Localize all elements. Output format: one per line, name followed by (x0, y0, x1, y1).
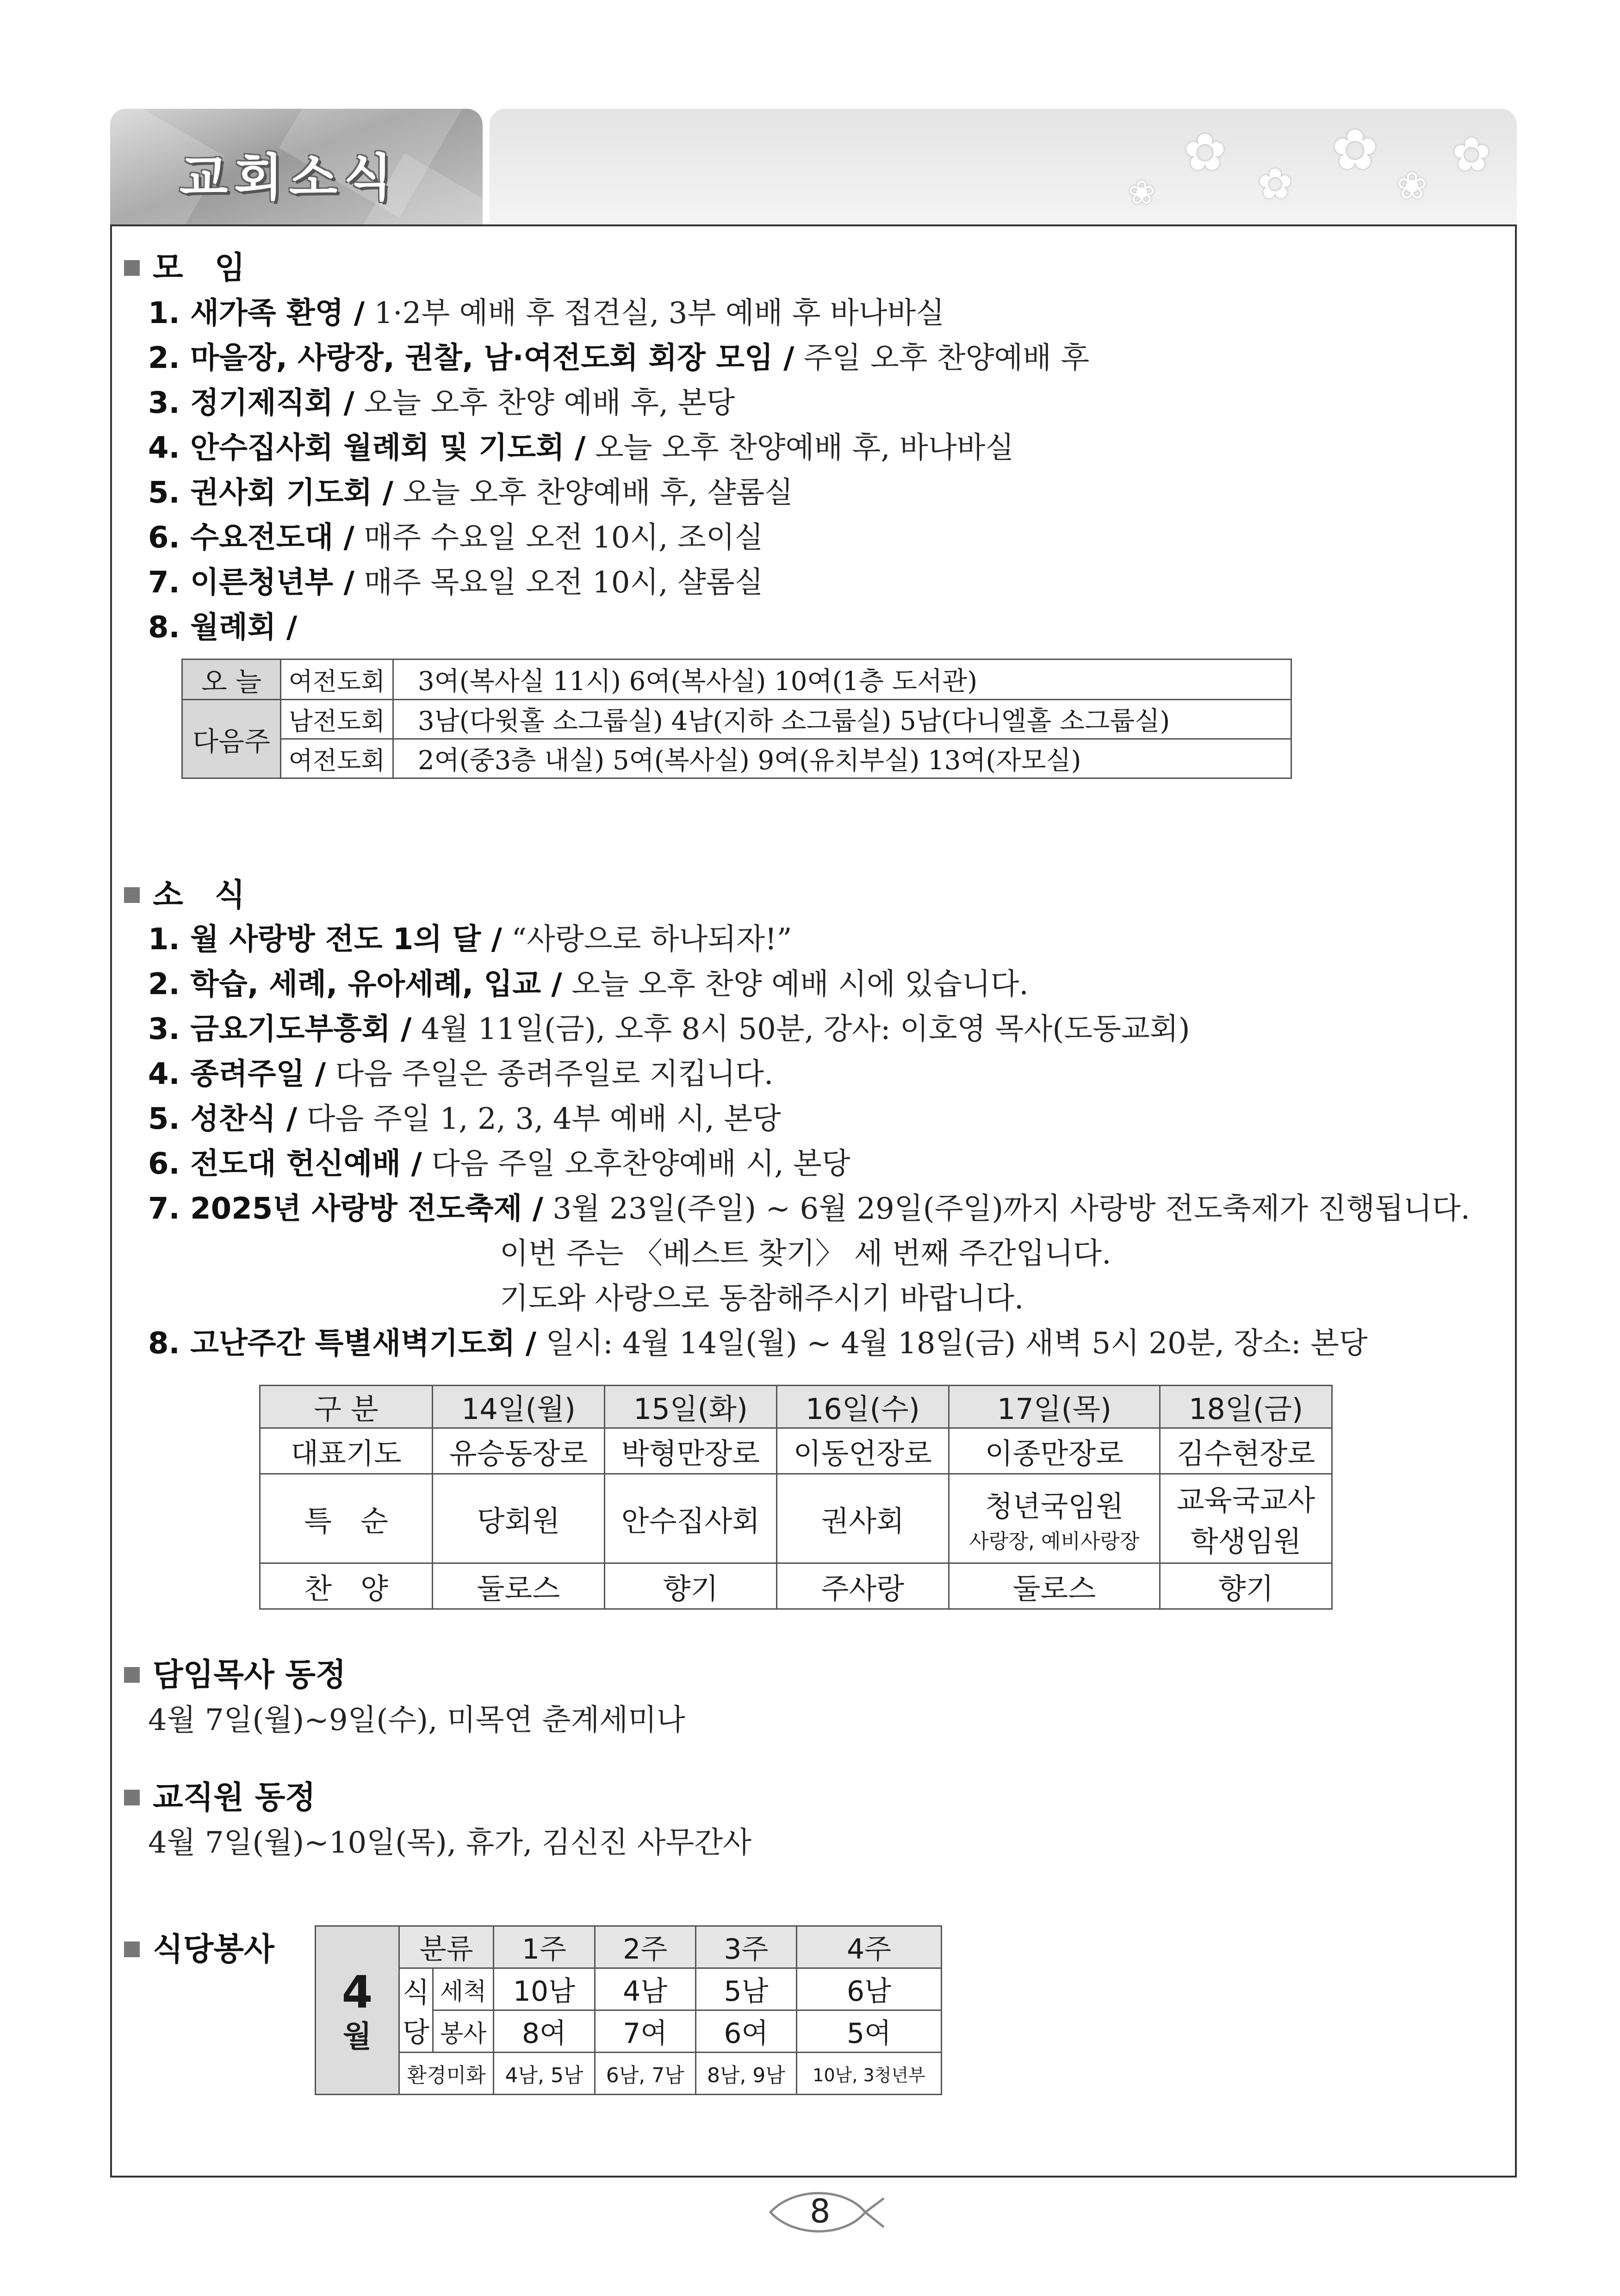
news-item-1: 1. 월 사랑방 전도 1의 달 / “사랑으로 하나되자!” (148, 922, 792, 957)
section-title: 교회소식 (180, 149, 399, 207)
meeting-item-2: 2. 마을장, 사랑장, 권찰, 남·여전도회 회장 모임 / 주일 오후 찬양예배 후 (148, 341, 1090, 375)
group-cell: 남전도회 (281, 700, 393, 739)
bullet-square-icon (124, 1790, 140, 1805)
cell-main: 청년국임원 (985, 1489, 1124, 1523)
header-cell: 16일(수) (776, 1386, 949, 1428)
bullet-square-icon (124, 260, 140, 276)
news-item-5: 5. 성찬식 / 다음 주일 1, 2, 3, 4부 예배 시, 본당 (148, 1102, 781, 1136)
news-item-3: 3. 금요기도부흥회 / 4월 11일(금), 오후 8시 50분, 강사: 이호영 목사(도동교회) (148, 1012, 1190, 1046)
value-cell: 3여(복사실 11시) 6여(복사실) 10여(1층 도서관) (393, 660, 1291, 700)
cafeteria-service-table (315, 1925, 942, 2095)
row-label: 찬 양 (260, 1563, 433, 1609)
month-unit: 월 (343, 2019, 372, 2054)
header-cell: 1주 (494, 1926, 595, 1968)
table-cell (949, 1474, 1160, 1563)
table-cell: 8남, 9남 (695, 2053, 796, 2095)
cafeteria-heading: 식당봉사 (124, 1924, 274, 1969)
staff-heading: 교직원 동정 (124, 1773, 316, 1817)
table-row (260, 1474, 1332, 1563)
row-label: 대표기도 (260, 1428, 433, 1474)
bullet-square-icon (124, 1941, 140, 1957)
month-cell (316, 1926, 399, 2095)
bullet-square-icon (124, 1667, 140, 1683)
table-cell: 8여 (494, 2010, 595, 2053)
blossom-icon: ❀ (1397, 164, 1428, 207)
decorative-banner (490, 109, 1517, 224)
table-row (260, 1428, 1332, 1474)
table-row (316, 2053, 942, 2095)
section-banner (110, 109, 483, 224)
blossom-icon: ✿ (1258, 160, 1293, 208)
news-item-8: 8. 고난주간 특별새벽기도회 / 일시: 4월 14일(월) ~ 4월 18일(금) 새벽 5시 20분, 장소: 본당 (148, 1326, 1368, 1361)
table-cell: 향기 (1160, 1563, 1332, 1609)
news-item-6: 6. 전도대 헌신예배 / 다음 주일 오후찬양예배 시, 본당 (148, 1147, 850, 1181)
table-cell: 4남 (595, 1968, 695, 2010)
news-item-7-line-2: 이번 주는 〈베스트 찾기〉 세 번째 주간입니다. (500, 1237, 1111, 1271)
table-cell: 주사랑 (776, 1563, 949, 1609)
table-row (182, 700, 1291, 739)
meeting-item-6: 6. 수요전도대 / 매주 수요일 오전 10시, 조이실 (148, 521, 763, 555)
month-number: 4 (341, 1966, 373, 2018)
table-row (182, 660, 1291, 700)
dining-label (399, 1968, 433, 2053)
meetings-heading: 모 임 (124, 243, 245, 288)
table-cell: 박형만장로 (604, 1428, 776, 1474)
monthly-meeting-table (181, 659, 1292, 779)
header-cell: 4주 (797, 1926, 942, 1968)
blossom-icon: ✿ (1452, 127, 1491, 181)
value-cell: 3남(다윗홀 소그룹실) 4남(지하 소그룹실) 5남(다니엘홀 소그룹실) (393, 700, 1291, 739)
dining-char-1: 식 (403, 1976, 429, 2009)
table-cell: 당회원 (433, 1474, 605, 1563)
table-cell: 유승동장로 (433, 1428, 605, 1474)
news-item-2: 2. 학습, 세례, 유아세례, 입교 / 오늘 오후 찬양 예배 시에 있습니다. (148, 967, 1029, 1002)
news-item-4: 4. 종려주일 / 다음 주일은 종려주일로 지킵니다. (148, 1057, 774, 1091)
table-cell: 6여 (695, 2010, 796, 2053)
table-cell: 이종만장로 (949, 1428, 1160, 1474)
table-cell: 둘로스 (433, 1563, 605, 1609)
meeting-item-8: 8. 월례회 / (148, 610, 298, 645)
next-week-label: 다음주 (182, 700, 281, 778)
table-cell: 김수현장로 (1160, 1428, 1332, 1474)
group-cell: 여전도회 (281, 739, 393, 778)
table-row (316, 1926, 942, 1968)
meeting-item-3: 3. 정기제직회 / 오늘 오후 찬양 예배 후, 본당 (148, 386, 735, 420)
table-cell: 10남, 3청년부 (797, 2053, 942, 2095)
pastor-text: 4월 7일(월)~9일(수), 미목연 춘계세미나 (148, 1703, 685, 1737)
header-cell: 구 분 (260, 1386, 433, 1428)
table-cell (1160, 1474, 1332, 1563)
cell-line-2: 학생임원 (1190, 1524, 1302, 1558)
cell-sub: 사랑장, 예비사랑장 (969, 1529, 1140, 1553)
table-cell: 4남, 5남 (494, 2053, 595, 2095)
news-item-7-line-3: 기도와 사랑으로 동참해주시기 바랍니다. (500, 1282, 1024, 1316)
table-cell: 5남 (695, 1968, 796, 2010)
row-label: 환경미화 (399, 2053, 494, 2095)
table-cell: 둘로스 (949, 1563, 1160, 1609)
blossom-icon: ❀ (1128, 174, 1155, 212)
row-label: 봉사 (433, 2010, 494, 2053)
meeting-item-7: 7. 이른청년부 / 매주 목요일 오전 10시, 샬롬실 (148, 566, 763, 600)
table-cell: 권사회 (776, 1474, 949, 1563)
meeting-item-4: 4. 안수집사회 월례회 및 기도회 / 오늘 오후 찬양예배 후, 바나바실 (148, 431, 1014, 465)
header-cell: 17일(목) (949, 1386, 1160, 1428)
table-row (260, 1563, 1332, 1609)
table-cell: 이동언장로 (776, 1428, 949, 1474)
value-cell: 2여(중3층 내실) 5여(복사실) 9여(유치부실) 13여(자모실) (393, 739, 1291, 778)
table-row (182, 739, 1291, 778)
table-cell: 향기 (604, 1563, 776, 1609)
blossom-icon: ✿ (1332, 118, 1378, 182)
row-label: 특 순 (260, 1474, 433, 1563)
table-cell: 6남, 7남 (595, 2053, 695, 2095)
table-cell: 6남 (797, 1968, 942, 2010)
group-cell: 여전도회 (281, 660, 393, 700)
table-row (260, 1386, 1332, 1428)
table-cell: 5여 (797, 2010, 942, 2053)
table-cell: 10남 (494, 1968, 595, 2010)
staff-text: 4월 7일(월)~10일(목), 휴가, 김신진 사무간사 (148, 1826, 751, 1860)
dawn-prayer-table (259, 1385, 1333, 1610)
page-number: 8 (810, 2192, 831, 2230)
table-row (316, 1968, 942, 2010)
header-cell: 분류 (399, 1926, 494, 1968)
header-cell: 18일(금) (1160, 1386, 1332, 1428)
today-label: 오 늘 (182, 660, 281, 700)
header-cell: 2주 (595, 1926, 695, 1968)
pastor-heading: 담임목사 동정 (124, 1650, 346, 1695)
table-cell: 안수집사회 (604, 1474, 776, 1563)
blossom-icon: ✿ (1184, 123, 1227, 182)
row-label: 세척 (433, 1968, 494, 2010)
news-item-7: 7. 2025년 사랑방 전도축제 / 3월 23일(주일) ~ 6월 29일(주일)까지 사랑방 전도축제가 진행됩니다. (148, 1192, 1470, 1226)
dining-char-2: 당 (403, 2016, 429, 2049)
meeting-item-5: 5. 권사회 기도회 / 오늘 오후 찬양예배 후, 샬롬실 (148, 476, 793, 510)
meeting-item-1: 1. 새가족 환영 / 1·2부 예배 후 접견실, 3부 예배 후 바나바실 (148, 296, 945, 330)
header-cell: 3주 (695, 1926, 796, 1968)
header-cell: 15일(화) (604, 1386, 776, 1428)
header-cell: 14일(월) (433, 1386, 605, 1428)
bullet-square-icon (124, 887, 140, 903)
cell-line-1: 교육국교사 (1176, 1483, 1316, 1517)
table-cell: 7여 (595, 2010, 695, 2053)
news-heading: 소 식 (124, 870, 245, 915)
